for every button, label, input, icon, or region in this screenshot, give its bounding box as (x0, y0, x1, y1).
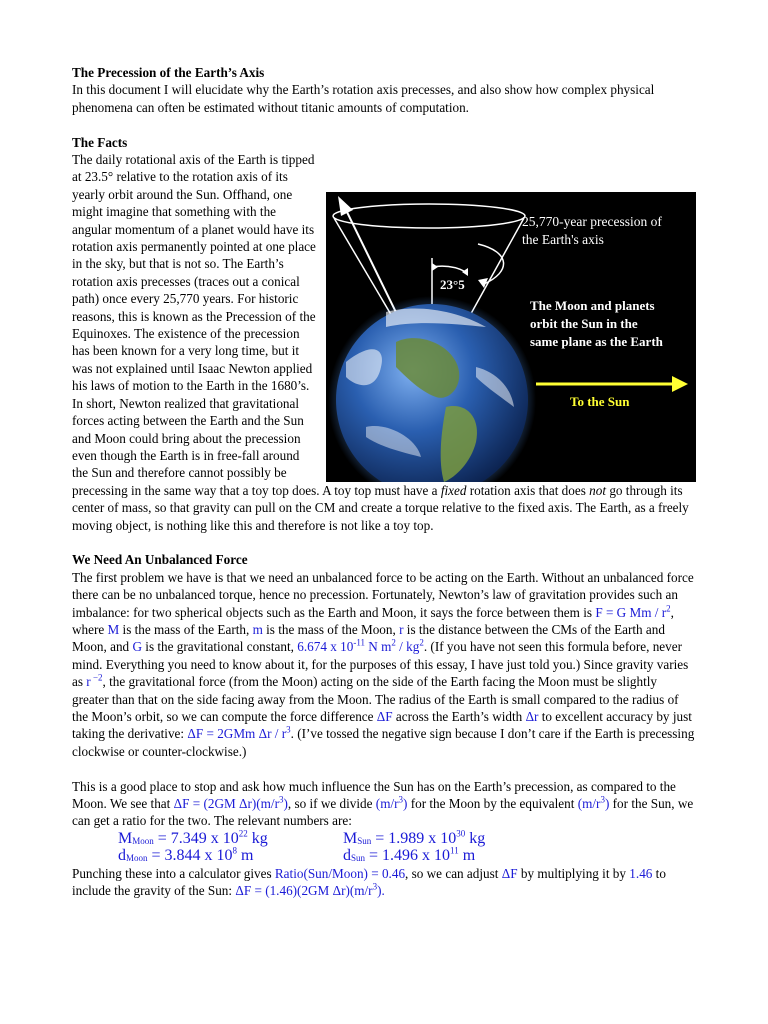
intro-paragraph: In this document I will elucidate why the Earth’s rotation axis precesses, and also show how complex physical phenomena can often be estimated without titanic amounts of computation. (72, 82, 655, 115)
precession-figure (326, 192, 696, 482)
delta-f-symbol: ΔF (376, 709, 393, 724)
orbit-text-line2: orbit the Sun in the (530, 316, 638, 331)
facts-paragraph: The daily rotational axis of the Earth is tipped at 23.5° relative to the rotation axis of its yearly orbit around the Sun. Offhand, one might imagine that something with the angular momentum of a planet would have its rotation axis permanently pointed at one place in the sky, but that is not so. The Earth’s rotation axis precesses (traces out a conical path) once every 25,770 years. For historic reasons, this is known as the Precession of the Equinoxes. The existence of the precession has been known for a very long time, but it was not explained until Isaac Newton applied his laws of motion to the Earth in the 1680’s. In short, Newton realized that gravitational forces acting between the Earth and the Sun and Moon could bring about the precession even though the Earth is in free-fall around the Sun and therefore cannot possibly be precessing in the same way that a toy top does. A toy top must have a fixed rotation axis that does not go through its center of mass, so that gravity can pull on the CM and create a torque relative to the fixed axis. The Earth, as a freely moving object, is nothing like this and therefore is not like a toy top. (72, 152, 689, 533)
facts-not-word: not (589, 482, 607, 498)
document-title: The Precession of the Earth’s Axis (72, 65, 265, 80)
delta-r-symbol: Δr (525, 709, 539, 724)
factor-value: 1.46 (629, 865, 653, 881)
sun-moon-paragraph: This is a good place to stop and ask how much influence the Sun has on the Earth’s precession, as compared to the Moon. We see that ΔF = (2GM $\Delta r)(m/r^3)$, so if we divide $(m/r^3)$ for the Moon by the equivalent $(m/r^3)$ for the Sun, we can get a ratio for the two. The relevant numbers are: (72, 778, 694, 829)
orbit-text-line3: same plane as the Earth (530, 334, 663, 349)
precession-label-line2: the Earth's axis (522, 232, 604, 247)
moon-mass: $M_{Moon} = 7.349$ x $10^{22}$ kg (118, 828, 268, 847)
sun-direction-arrow (536, 376, 688, 392)
sun-label: To the Sun (570, 394, 630, 409)
sun-mass: $M_{Sun} = 1.989$ x $10^{30}$ kg (343, 828, 486, 847)
moon-distance: $d_{Moon} = 3.844$ x $10^8$ m (118, 845, 254, 865)
unbalanced-heading: We Need An Unbalanced Force (72, 552, 248, 568)
symbol-M: M (107, 621, 120, 637)
facts-heading: The Facts (72, 134, 128, 150)
facts-fixed-word: fixed (440, 482, 467, 498)
gravitational-constant-value: 6.674 x $10^{-11}$ N $m^2 / kg^2$ (297, 637, 424, 655)
moon-ratio-expression: $(m/r^3)$ (375, 794, 408, 812)
sun-distance: $d_{Sun} = 1.496$ x $10^{11}$ m (343, 845, 476, 865)
delta-f-symbol-2: ΔF (501, 865, 518, 881)
sun-ratio-expression: $(m/r^3)$ (577, 794, 610, 812)
symbol-r: r (399, 621, 404, 637)
final-equation: ΔF = (1.46)(2GM $\Delta r)(m/r^3)$. (235, 881, 385, 899)
ratio-result: Ratio(Sun/Moon) = 0.46 (274, 865, 406, 881)
precession-diagram (326, 192, 696, 482)
unbalanced-paragraph: The first problem we have is that we need an unbalanced force to be acting on the Earth. Without an unbalanced force there can be no unbalanced torque, hence no precession. Fortunately, Newton’s law of gravitation provides such an imbalance: for two spherical objects such as the Earth and Moon, it says the force between them is F = G Mm / $r^2$, where M is the mass of the Earth, m is the mass of the Moon, r is the distance between the CMs of the Earth and Moon, and G is the gravitational constant, 6.674 x $10^{-11}$ N $m^2 / kg^2$. (If you have not seen this formula before, never mind. Everything you need to know about it, for the purposes of this essay, I have just told you.) Since gravity varies as r $^{-2}$, the gravitational force (from the Moon) acting on the side of the Earth facing the Moon must be slightly greater than that on the side facing away from the Moon. The radius of the Earth is small compared to the radius of the Moon’s orbit, so we can compute the force difference ΔF across the Earth’s width Δr to excellent accuracy by just taking the derivative: ΔF = 2GMm Δr / $r^3$. (I’ve tossed the negative sign because I don’t care if the Earth is precessing clockwise or counter-clockwise.) (72, 569, 695, 759)
facts-text-lead: The daily rotational axis of the Earth is tipped at 23.5° relative to the rotation axis of its yearly orbit around the Sun. Offhand, one might imagine that something with the angular momentum of a planet would have its rotation axis permanently pointed at one place in the sky, but that is not so. The Earth’s rotation axis precesses (traces out a conical path) once every 25,770 years. For historic reasons, this is known as the Precession of the Equinoxes. The existence of the precession has been known for a very long time, but it was not explained until Isaac Newton applied his laws of motion to the Earth in the 1680’s. In short, Newton realized that gravitational forces acting between the Earth and the Sun and Moon could bring about the precession even though the Earth is in free-fall around the Sun and therefore cannot possibly be precessing in the same way that a toy top does. A toy top must have a (72, 152, 441, 498)
orbit-text-line1: The Moon and planets (530, 298, 655, 313)
earth-globe (328, 296, 536, 482)
mass-row (118, 830, 696, 847)
derivative-formula: ΔF = 2GMm Δr / $r^3$ (187, 725, 291, 742)
inverse-square-expression: r $^{-2}$ (86, 672, 103, 690)
precession-label-line1: 25,770-year precession of (522, 214, 662, 229)
constants-table (118, 830, 696, 865)
final-paragraph: Punching these into a calculator gives Ratio(Sun/Moon) = 0.46, so we can adjust ΔF by multiplying it by 1.46 to include the gravity of the Sun: ΔF = (1.46)(2GM $\Delta r)(m/r^3)$. (72, 865, 666, 899)
delta-f-equation: ΔF = (2GM $\Delta r)(m/r^3)$ (173, 794, 288, 812)
symbol-G: G (132, 639, 142, 655)
tilt-angle-label: 23°5 (440, 277, 465, 292)
distance-row (118, 847, 696, 864)
symbol-m: m (252, 621, 263, 637)
force-formula: F = G Mm / $r^2$ (595, 603, 671, 620)
